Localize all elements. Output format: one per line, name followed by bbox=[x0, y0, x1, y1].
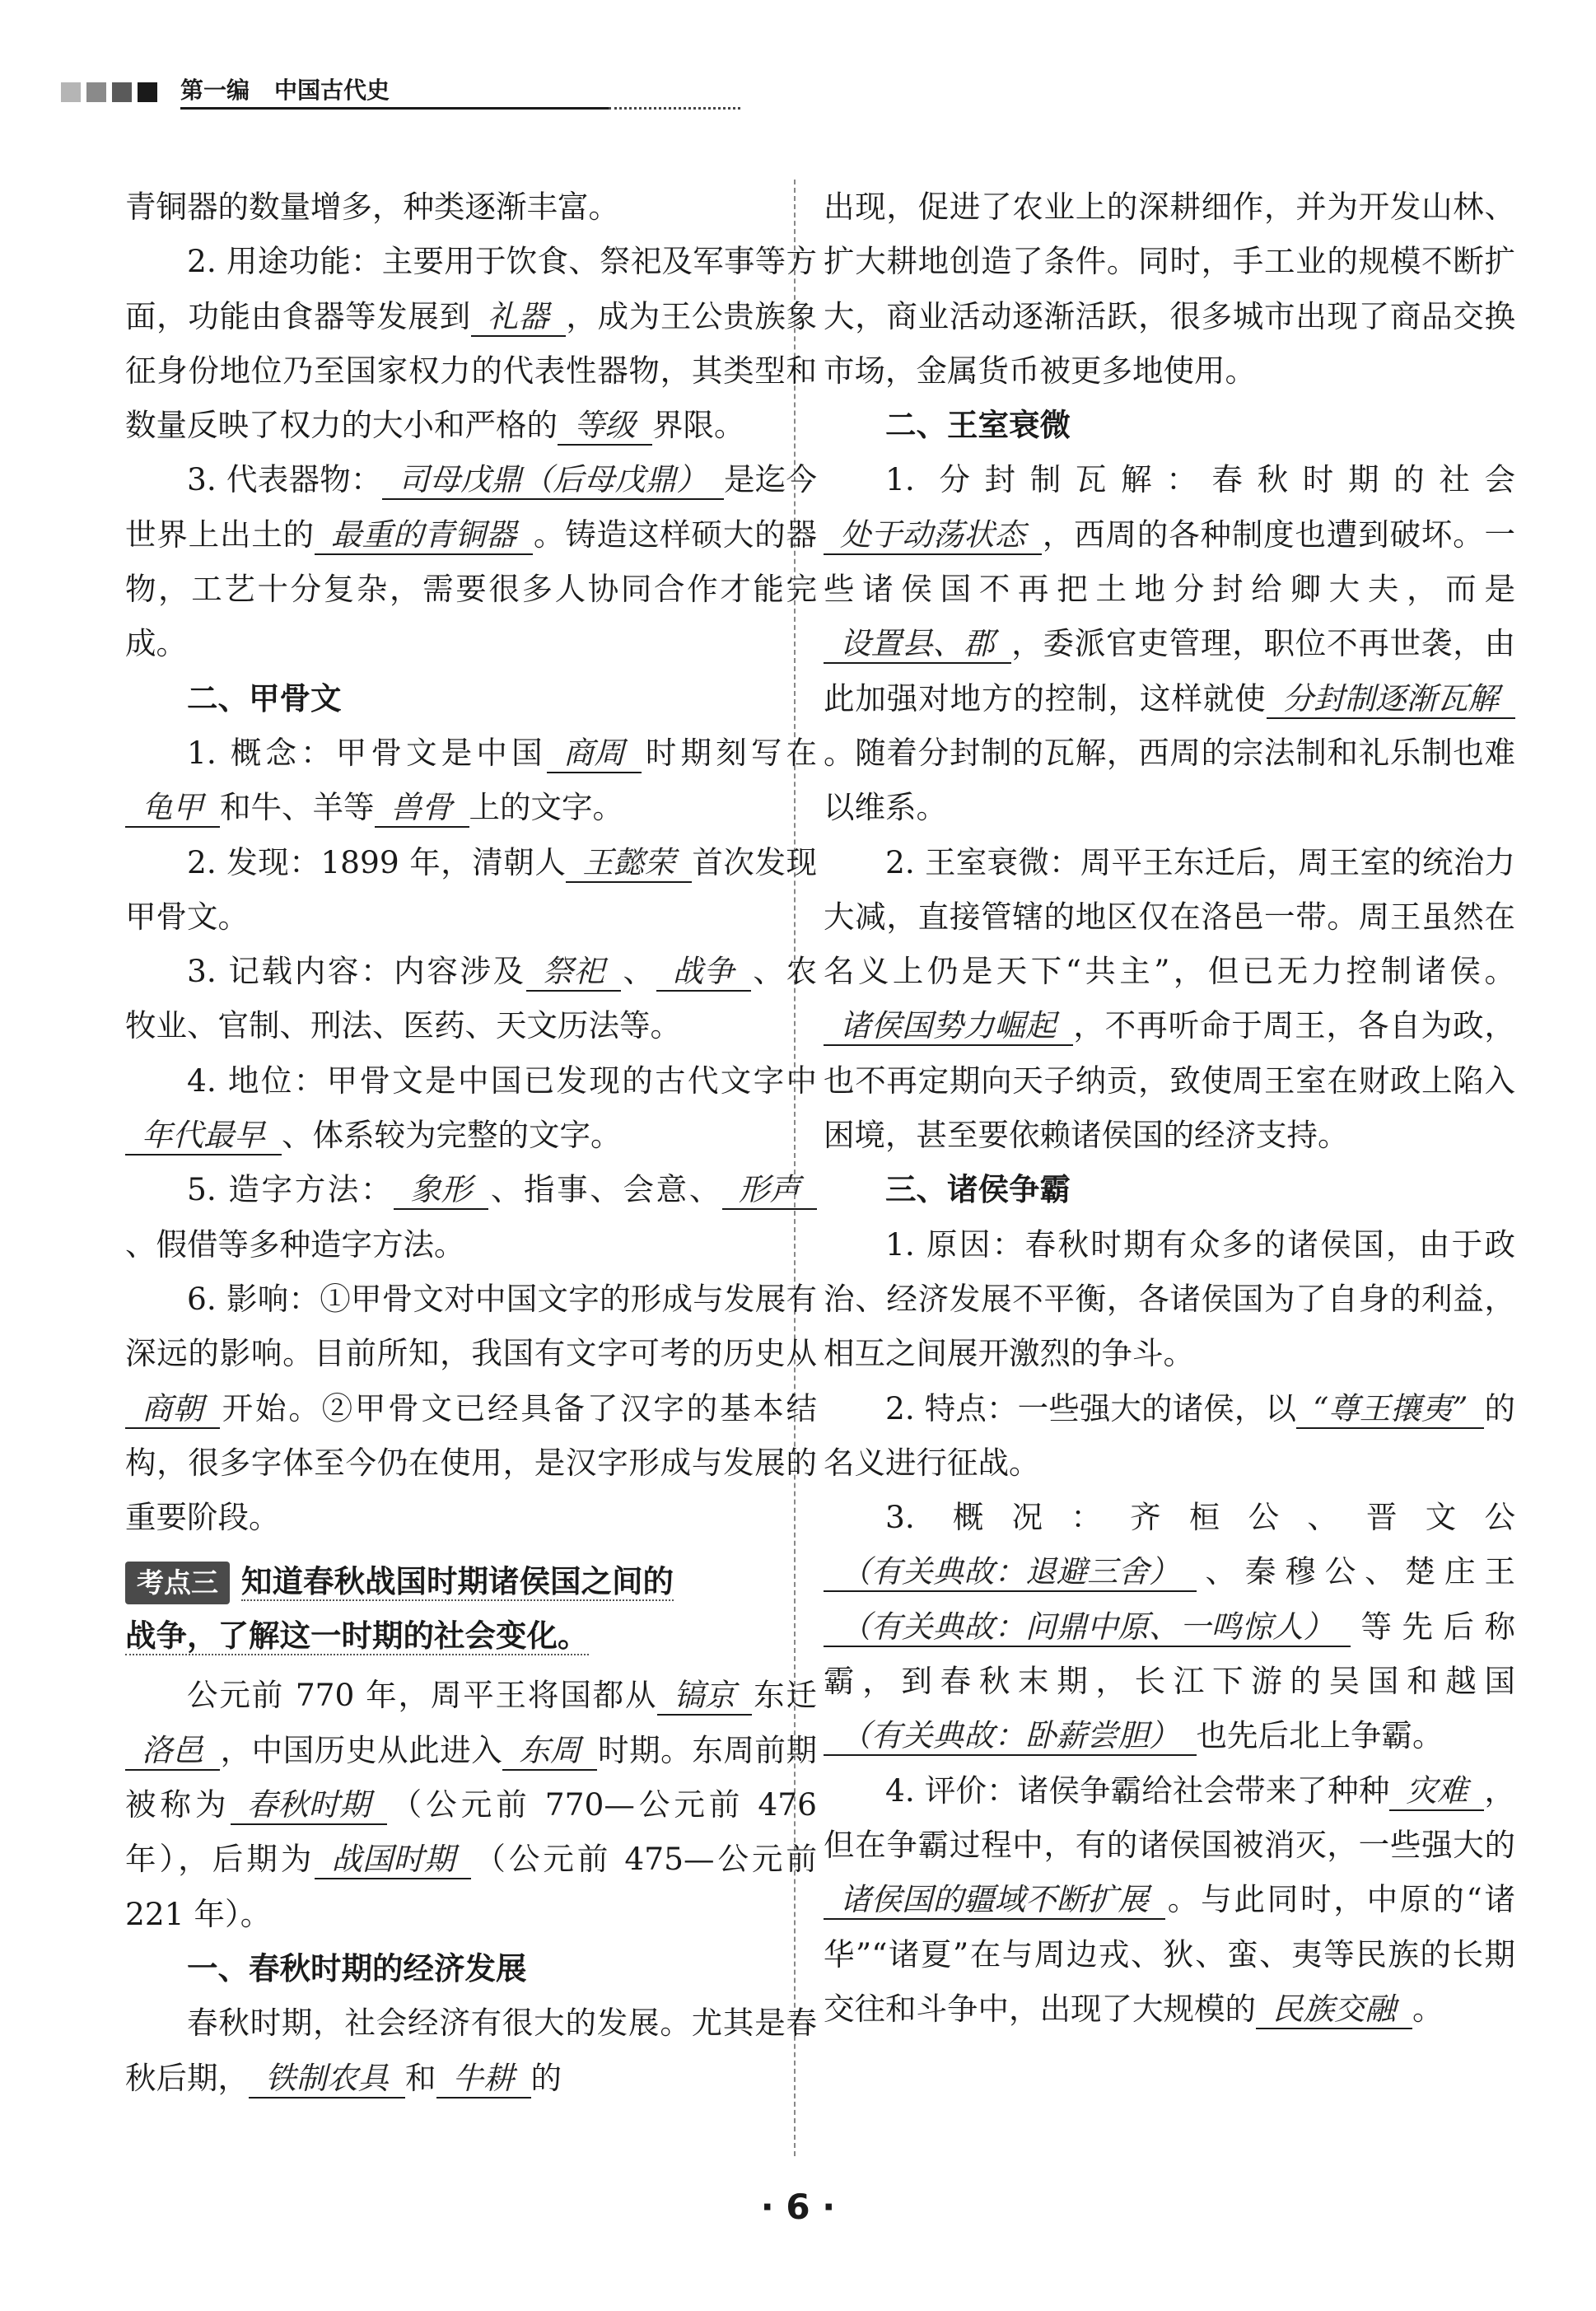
header-dotted-rule bbox=[609, 107, 740, 110]
answer-blank: 分封制逐渐瓦解 bbox=[1267, 680, 1516, 719]
key-point-badge: 考点三 bbox=[125, 1562, 230, 1604]
answer-blank: 处于动荡状态 bbox=[824, 516, 1042, 555]
paragraph: 3. 记载内容：内容涉及 祭祀 、 战争 、农牧业、官制、刑法、医药、天文历法等。 bbox=[125, 953, 817, 1044]
paragraph: 公元前 770 年，周平王将国都从 镐京 东迁洛邑 ，中国历史从此进入 东周 时期。东周前期被称为 春秋时期 （公元前 770—公元前 476 年），后期为 战国时期 （公元前 475—公元前 221 年）。 bbox=[125, 1677, 818, 1932]
answer-blank: 象形 bbox=[394, 1171, 488, 1210]
paragraph: 青铜器的数量增多，种类逐渐丰富。 bbox=[125, 189, 619, 225]
answer-blank: 战国时期 bbox=[315, 1841, 471, 1879]
answer-blank: 形声 bbox=[722, 1171, 817, 1210]
key-point-text: 知道春秋战国时期诸侯国之间的 bbox=[241, 1563, 674, 1600]
paragraph: 2. 王室衰微：周平王东迁后，周王室的统治力大减，直接管辖的地区仅在洛邑一带。周王虽然在名义上仍是天下“共主”，但已无力控制诸侯。诸侯国势力崛起 ，不再听命于周王，各自为政，也不再定期向天子纳贡，致使周王室在财政上陷入困境，甚至要依赖诸侯国的经济支持。 bbox=[824, 843, 1515, 1154]
answer-blank: 年代最早 bbox=[125, 1117, 282, 1156]
answer-blank: （有关典故：问鼎中原、一鸣惊人） bbox=[824, 1608, 1351, 1647]
answer-blank: “尊王攘夷” bbox=[1296, 1390, 1484, 1429]
header-decor-blocks bbox=[61, 82, 163, 105]
answer-blank: （有关典故：退避三舍） bbox=[824, 1553, 1197, 1592]
key-point-box bbox=[125, 1554, 817, 1663]
paragraph: 6. 影响：①甲骨文对中国文字的形成与发展有深远的影响。目前所知，我国有文字可考的历史从商朝 开始。②甲骨文已经具备了汉字的基本结构，很多字体至今仍在使用，是汉字形成与发展的重要阶段。 bbox=[125, 1280, 817, 1536]
answer-blank: 设置县、郡 bbox=[824, 625, 1011, 664]
section-heading: 二、王室衰微 bbox=[885, 407, 1071, 444]
paragraph: 2. 用途功能：主要用于饮食、祭祀及军事等方面，功能由食器等发展到 礼器 ，成为王公贵族象征身份地位乃至国家权力的代表性器物，其类型和数量反映了权力的大小和严格的 等级 界限。 bbox=[125, 234, 817, 452]
answer-blank: 最重的青铜器 bbox=[315, 516, 533, 555]
answer-blank: 牛耕 bbox=[436, 2060, 531, 2099]
paragraph: 2. 发现：1899 年，清朝人 王懿荣 首次发现甲骨文。 bbox=[125, 843, 817, 935]
paragraph: 4. 评价：诸侯争霸给社会带来了种种 灾难 ，但在争霸过程中，有的诸侯国被消灭，一些强大的诸侯国的疆域不断扩展 。与此同时，中原的“诸华”“诸夏”在与周边戎、狄、蛮、夷等民族的长期交往和斗争中，出现了大规模的 民族交融 。 bbox=[824, 1763, 1515, 2036]
answer-blank: 龟甲 bbox=[125, 789, 220, 828]
answer-blank: 王懿荣 bbox=[566, 844, 692, 883]
answer-blank: 商周 bbox=[547, 735, 642, 773]
answer-blank: 民族交融 bbox=[1256, 1991, 1412, 2029]
header-chapter: 中国古代史 bbox=[274, 77, 390, 104]
header-rule bbox=[180, 107, 609, 110]
answer-blank: （有关典故：卧薪尝胆） bbox=[824, 1717, 1197, 1756]
left-column bbox=[125, 180, 817, 2105]
page-number: · 6 · bbox=[760, 2187, 836, 2227]
answer-blank: 镐京 bbox=[657, 1677, 752, 1716]
answer-blank: 等级 bbox=[558, 407, 652, 446]
section-heading: 二、甲骨文 bbox=[187, 679, 342, 717]
paragraph: 1. 分封制瓦解：春秋时期的社会处于动荡状态 ，西周的各种制度也遭到破坏。一些诸侯国不再把土地分封给卿大夫，而是设置县、郡 ，委派官吏管理，职位不再世袭，由此加强对地方的控制，这样就使 分封制逐渐瓦解。随着分封制的瓦解，西周的宗法制和礼乐制也难以维系。 bbox=[824, 461, 1515, 826]
key-point-text: 战争，了解这一时期的社会变化。 bbox=[125, 1618, 589, 1655]
paragraph: 春秋时期，社会经济有很大的发展。尤其是春秋后期， 铁制农具 和 牛耕 的 bbox=[125, 1996, 817, 2105]
answer-blank: 商朝 bbox=[125, 1390, 220, 1429]
header-section: 第一编 bbox=[180, 77, 250, 104]
paragraph: 3. 概况：齐桓公、晋文公（有关典故：退避三舍） 、秦穆公、楚庄王（有关典故：问鼎中原、一鸣惊人） 等先后称霸，到春秋末期，长江下游的吴国和越国（有关典故：卧薪尝胆） 也先后北上争霸。 bbox=[824, 1490, 1515, 1762]
answer-blank: 诸侯国的疆域不断扩展 bbox=[824, 1881, 1165, 1920]
paragraph: 1. 原因：春秋时期有众多的诸侯国，由于政治、经济发展不平衡，各诸侯国为了自身的利益，相互之间展开激烈的争斗。 bbox=[824, 1226, 1515, 1372]
paragraph: 出现，促进了农业上的深耕细作，并为开发山林、扩大耕地创造了条件。同时，手工业的规模不断扩大，商业活动逐渐活跃，很多城市出现了商品交换市场，金属货币被更多地使用。 bbox=[824, 189, 1515, 389]
answer-blank: 洛邑 bbox=[125, 1732, 220, 1771]
answer-blank: 兽骨 bbox=[375, 789, 469, 828]
running-header bbox=[61, 76, 687, 109]
answer-blank: 春秋时期 bbox=[231, 1786, 387, 1825]
answer-blank: 铁制农具 bbox=[249, 2060, 405, 2099]
section-heading: 三、诸侯争霸 bbox=[885, 1171, 1071, 1208]
paragraph: 4. 地位：甲骨文是中国已发现的古代文字中年代最早 、体系较为完整的文字。 bbox=[125, 1053, 817, 1163]
answer-blank: 战争 bbox=[656, 953, 751, 992]
section-heading: 一、春秋时期的经济发展 bbox=[187, 1949, 527, 1987]
paragraph: 5. 造字方法： 象形 、指事、会意、 形声、假借等多种造字方法。 bbox=[125, 1162, 817, 1272]
answer-blank: 东周 bbox=[502, 1732, 597, 1771]
right-column bbox=[824, 180, 1515, 2036]
paragraph: 3. 代表器物： 司母戊鼎（后母戊鼎） 是迄今世界上出土的 最重的青铜器 。铸造这样硕大的器物，工艺十分复杂，需要很多人协同合作才能完成。 bbox=[125, 461, 817, 662]
paragraph: 2. 特点：一些强大的诸侯，以 “尊王攘夷” 的名义进行征战。 bbox=[824, 1389, 1516, 1481]
answer-blank: 祭祀 bbox=[526, 953, 621, 992]
paragraph: 1. 概念：甲骨文是中国 商周 时期刻写在龟甲 和牛、羊等 兽骨 上的文字。 bbox=[125, 726, 817, 835]
answer-blank: 司母戊鼎（后母戊鼎） bbox=[382, 461, 724, 500]
answer-blank: 礼器 bbox=[471, 298, 566, 337]
answer-blank: 灾难 bbox=[1389, 1772, 1484, 1811]
answer-blank: 诸侯国势力崛起 bbox=[824, 1007, 1073, 1046]
header-title bbox=[180, 76, 390, 105]
